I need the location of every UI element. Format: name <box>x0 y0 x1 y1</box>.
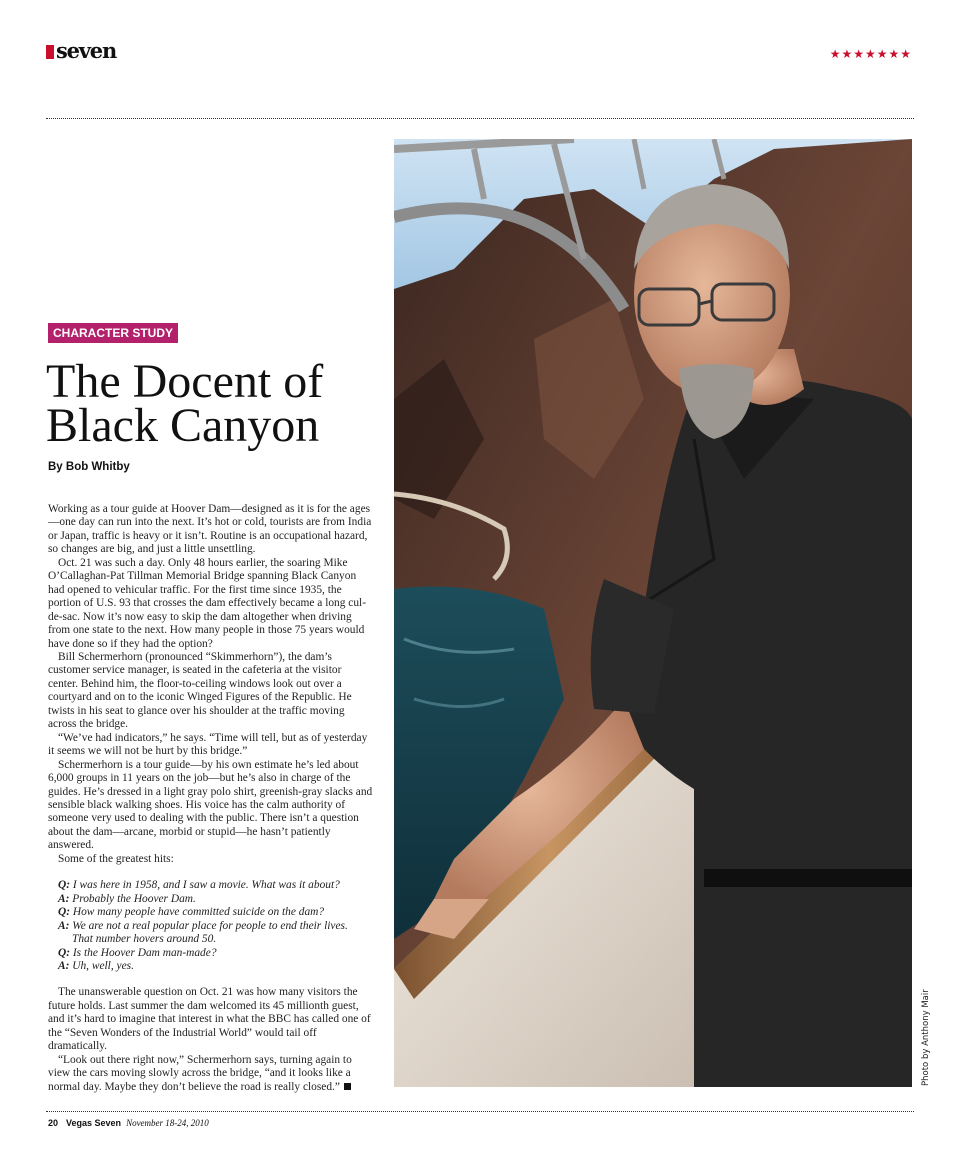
bottom-dotted-rule <box>46 1111 914 1112</box>
qa-text: That number hovers around 50. <box>72 933 217 946</box>
qa-item <box>58 906 374 919</box>
logo-accent-bar <box>46 45 54 59</box>
qa-label: A: <box>58 892 70 905</box>
body-paragraph: Working as a tour guide at Hoover Dam—designed as it is for the ages—one day can run into the next. It’s hot or cold, tourists are from India or Japan, traffic is heavy or it isn’t. Routine is an occupational hazard, so changes are big, and just a little unsettling. <box>48 503 372 556</box>
qa-text: We are not a real popular place for people to end their lives. <box>72 919 348 932</box>
body-paragraph: The unanswerable question on Oct. 21 was how many visitors the future holds. Last summer the dam welcomed its 45 millionth guest, and it’s hard to imagine that interest in what the BBC has called one of the “Seven Wonders of the Industrial World” would tail off dramatically. <box>48 986 371 1053</box>
body-paragraph: Some of the greatest hits: <box>58 852 174 865</box>
qa-item <box>58 947 374 960</box>
photo-credit: Photo by Anthony Mair <box>921 989 931 1086</box>
section-kicker: CHARACTER STUDY <box>48 323 178 343</box>
qa-item <box>58 960 374 973</box>
qa-text: Uh, well, yes. <box>72 959 134 972</box>
qa-text: How many people have committed suicide on the dam? <box>72 906 325 919</box>
issue-date: November 18-24, 2010 <box>126 1118 209 1128</box>
magazine-name: Vegas Seven <box>66 1118 122 1128</box>
article-byline: By Bob Whitby <box>48 461 130 473</box>
body-paragraph: Bill Schermerhorn (pronounced “Skimmerhorn”), the dam’s customer service manager, is seated in the cafeteria at the visitor center. Behind him, the floor-to-ceiling windows look out over a courtyard and on to the iconic Winged Figures of the Republic. He twists in his seat to glance over his shoulder at the traffic moving across the bridge. <box>48 650 352 731</box>
qa-label: Q: <box>58 906 71 919</box>
qa-item <box>58 920 374 933</box>
article-body <box>48 503 374 1094</box>
portrait-photo <box>394 139 912 1087</box>
page-footer <box>48 1118 209 1128</box>
end-mark-icon <box>344 1083 351 1090</box>
qa-text: Probably the Hoover Dam. <box>72 892 196 905</box>
qa-text: I was here in 1958, and I saw a movie. What was it about? <box>72 879 340 892</box>
qa-label: A: <box>58 919 70 932</box>
qa-label: A: <box>58 959 70 972</box>
qa-item-continuation <box>58 933 374 946</box>
top-dotted-rule <box>46 118 914 119</box>
qa-text: Is the Hoover Dam man-made? <box>72 946 217 959</box>
body-paragraph: Oct. 21 was such a day. Only 48 hours earlier, the soaring Mike O’Callaghan-Pat Tillman Memorial Bridge spanning Black Canyon had opened to vehicular traffic. For the first time since 1935, the portion of U.S. 93 that crosses the dam effectively became a long cul-de-sac. Now it’s now easy to skip the dam altogether when driving from one state to the next. How many people in those 75 years would have done so if they had the option? <box>48 556 366 650</box>
body-paragraph: “We’ve had indicators,” he says. “Time will tell, but as of yesterday it seems we will not be hurt by this bridge.” <box>48 731 368 758</box>
page-number: 20 <box>48 1118 59 1128</box>
article-title: The Docent of Black Canyon <box>46 355 324 452</box>
final-paragraph-text: “Look out there right now,” Schermerhorn says, turning again to view the cars moving slowly across the bridge, “and it looks like a normal day. Maybe they don’t believe the road is really closed.” <box>48 1053 352 1093</box>
qa-item <box>58 879 374 892</box>
body-paragraph-final <box>48 1054 374 1094</box>
qa-label: Q: <box>58 879 71 892</box>
qa-label: Q: <box>58 946 71 959</box>
qa-list <box>58 879 374 973</box>
qa-item <box>58 893 374 906</box>
body-paragraph: Schermerhorn is a tour guide—by his own estimate he’s led about 6,000 groups in 11 years on the job—but he’s also in charge of the guides. He’s dressed in a light gray polo shirt, greenish-gray slacks and sensible black walking shoes. His voice has the calm authority of someone very used to dealing with the public. There isn’t a question about the dam—arcane, morbid or stupid—he hasn’t patiently answered. <box>48 758 373 852</box>
logo-text: seven <box>56 38 117 63</box>
portrait-photo-illustration <box>394 139 912 1087</box>
masthead-stars: ★★★★★★★ <box>829 47 912 61</box>
masthead-logo <box>46 40 116 61</box>
